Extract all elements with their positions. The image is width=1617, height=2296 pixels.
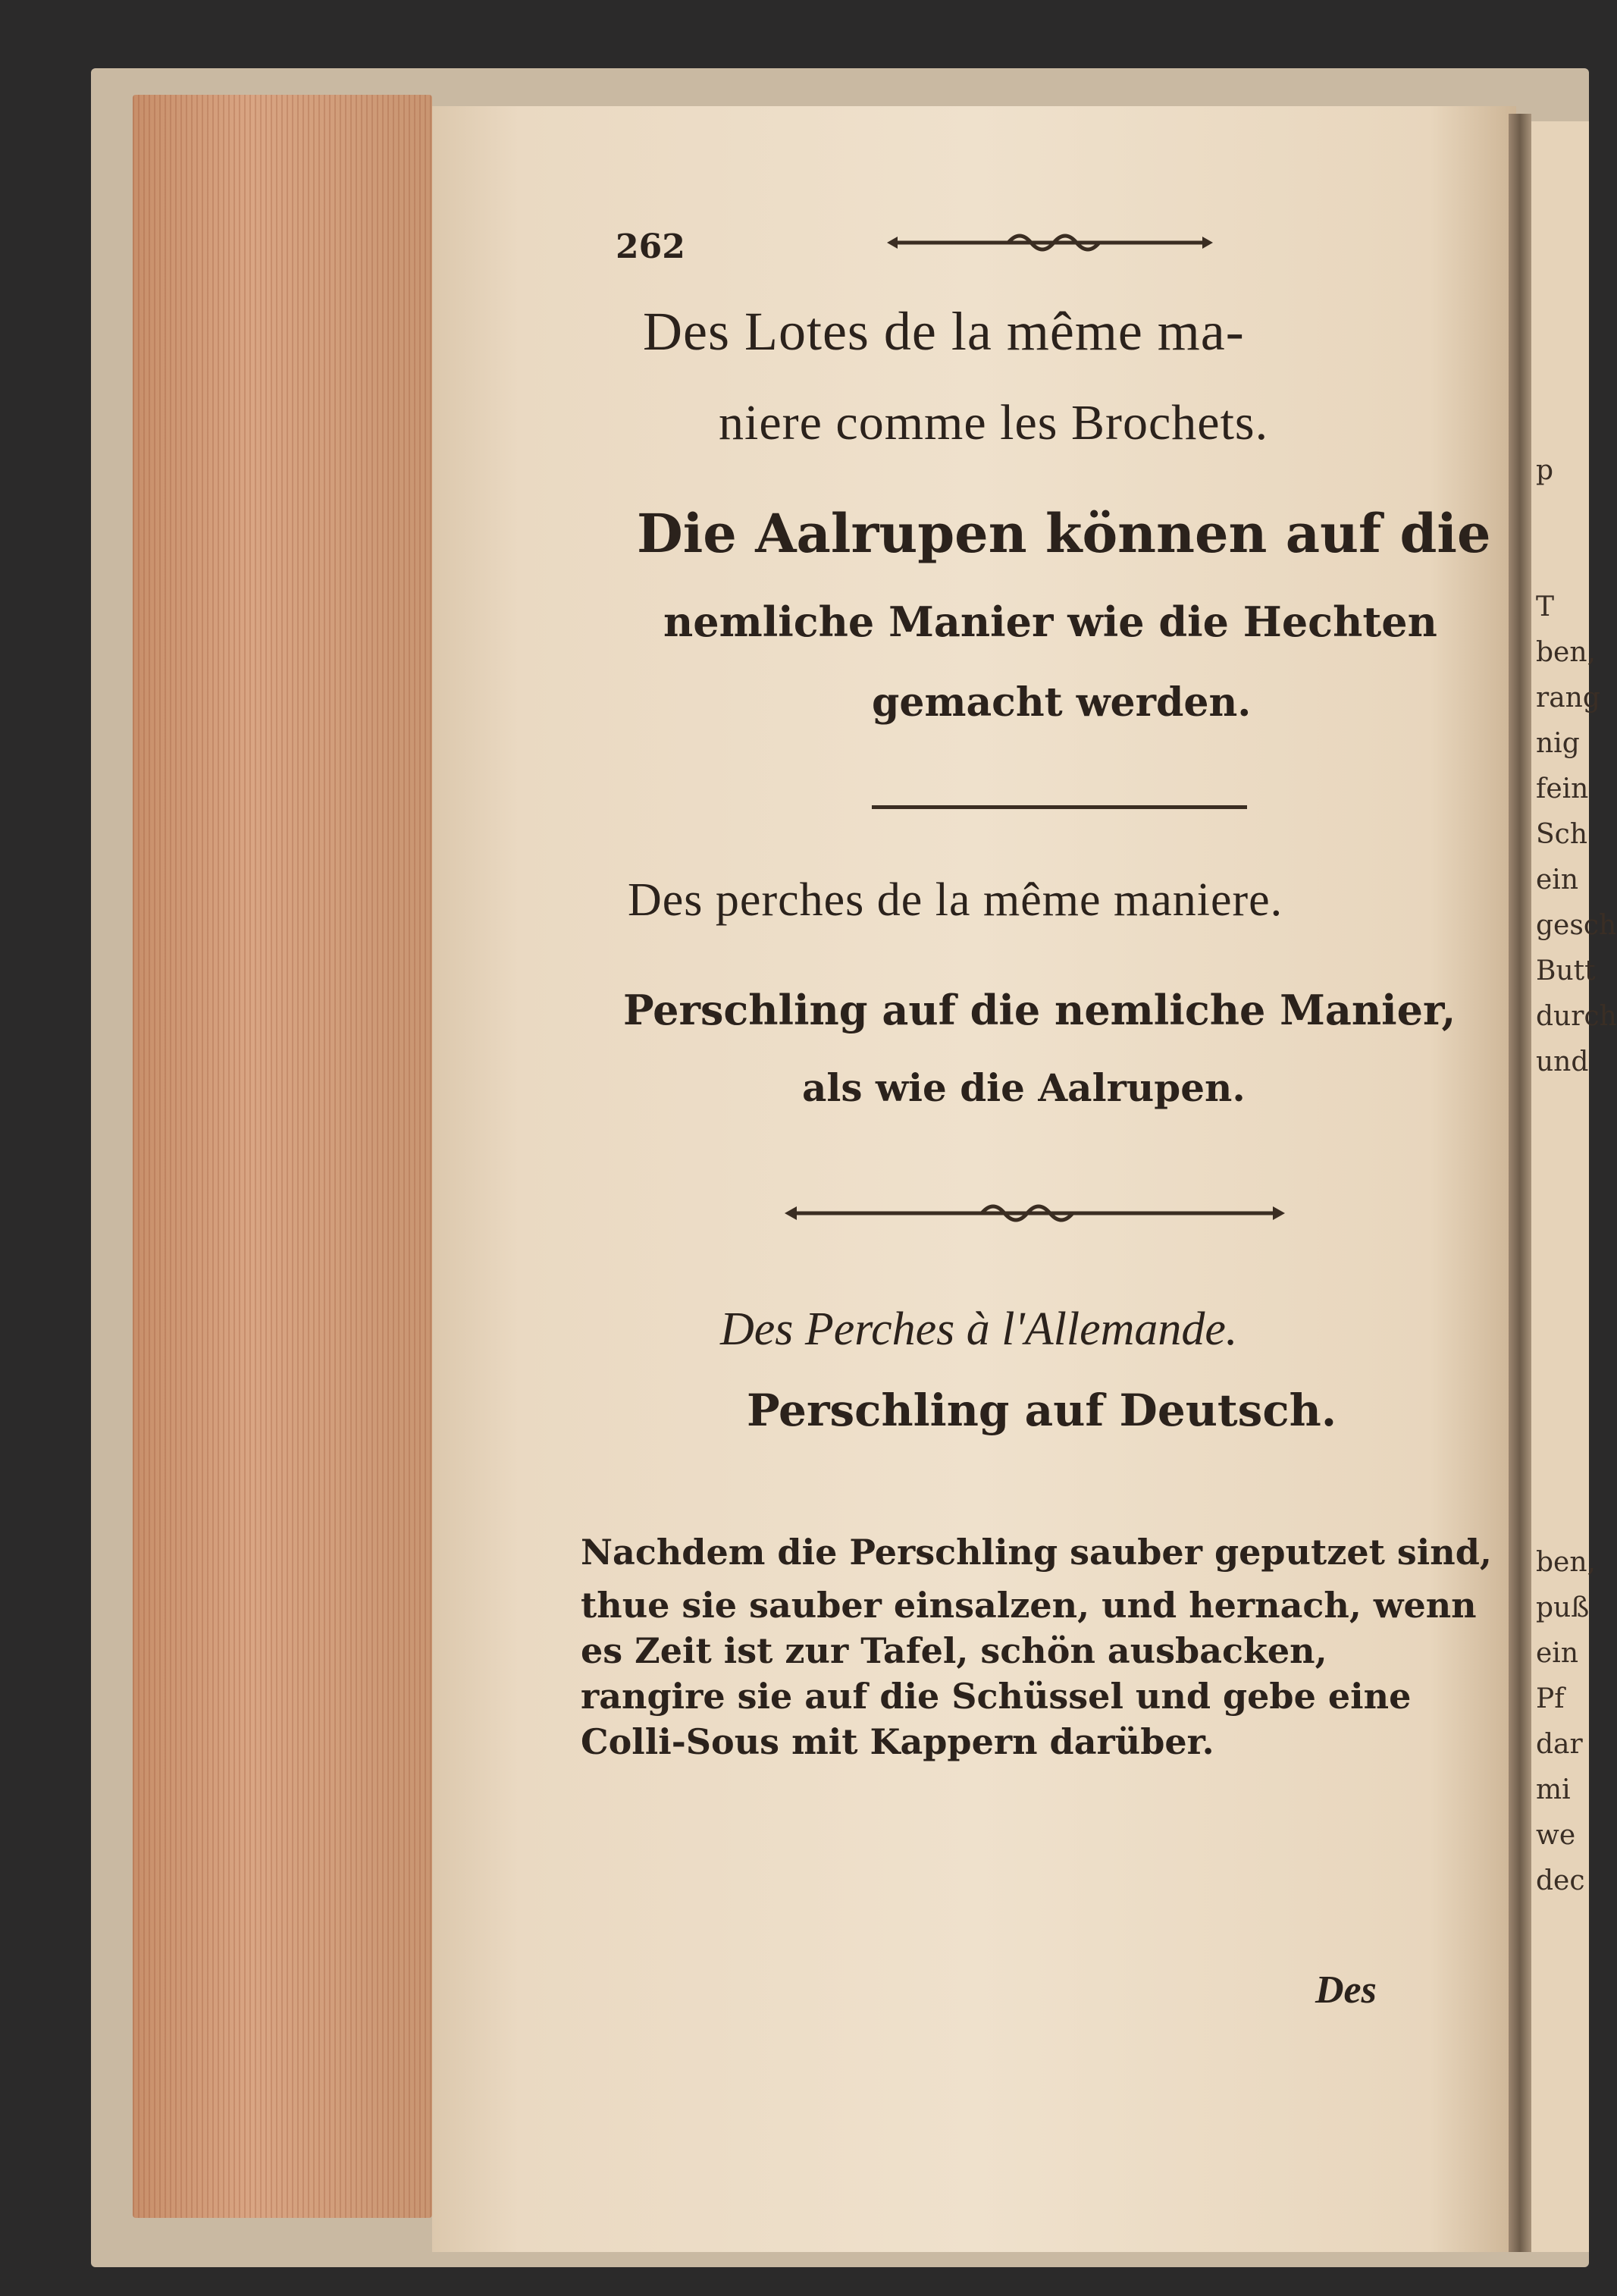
- heading-fr-allemande: Des Perches à l'Allemande.: [720, 1303, 1238, 1355]
- facing-fragment: rang: [1536, 682, 1600, 714]
- facing-fragment: gesch: [1536, 910, 1617, 941]
- facing-fragment: mi: [1536, 1774, 1571, 1805]
- heading-de-perches-2: als wie die Aalrupen.: [802, 1065, 1246, 1110]
- facing-fragment: Sch: [1536, 819, 1588, 850]
- heading-de-line-3: gemacht werden.: [872, 679, 1252, 726]
- page-edges: [133, 95, 432, 2218]
- section-ornament: [785, 1198, 1285, 1236]
- facing-fragment: und: [1536, 1046, 1589, 1077]
- facing-fragment: Pf: [1536, 1683, 1565, 1714]
- facing-fragment: p: [1536, 455, 1554, 486]
- body-line-3: es Zeit ist zur Tafel, schön ausbacken,: [581, 1630, 1327, 1671]
- heading-de-line-2: nemliche Manier wie die Hechten: [663, 598, 1437, 646]
- facing-fragment: ein: [1536, 864, 1579, 896]
- section-rule: [872, 805, 1247, 809]
- facing-fragment: dec: [1536, 1865, 1585, 1896]
- ornament-icon: [785, 1198, 1285, 1228]
- facing-fragment: Butt: [1536, 955, 1596, 986]
- facing-fragment: fein: [1536, 773, 1589, 805]
- facing-fragment: dar: [1536, 1729, 1583, 1760]
- facing-fragment: ein: [1536, 1638, 1579, 1669]
- heading-fr-line-2: niere comme les Brochets.: [719, 395, 1269, 450]
- page-number: 262: [616, 227, 685, 266]
- catchword: Des: [1315, 1968, 1377, 2012]
- header-ornament: [887, 227, 1213, 265]
- body-line-4: rangire sie auf die Schüssel und gebe eine: [581, 1676, 1412, 1717]
- heading-fr-perches: Des perches de la même maniere.: [628, 874, 1283, 926]
- body-line-5: Colli-Sous mit Kappern darüber.: [581, 1721, 1214, 1762]
- heading-de-perches-1: Perschling auf die nemliche Manier,: [623, 986, 1456, 1034]
- body-line-2: thue sie sauber einsalzen, und hernach, wenn: [581, 1585, 1477, 1626]
- body-line-1: Nachdem die Perschling sauber geputzet sind,: [581, 1532, 1492, 1573]
- heading-de-allemande: Perschling auf Deutsch.: [747, 1385, 1337, 1436]
- book-gutter: [1509, 114, 1531, 2252]
- heading-fr-line-1: Des Lotes de la même ma-: [643, 301, 1245, 362]
- facing-fragment: we: [1536, 1820, 1576, 1851]
- facing-fragment: nig: [1536, 728, 1580, 759]
- facing-fragment: puß: [1536, 1592, 1590, 1623]
- facing-page-fragment: [1531, 121, 1617, 2252]
- facing-fragment: T: [1536, 591, 1555, 623]
- ornament-icon: [887, 227, 1213, 258]
- facing-fragment: durch: [1536, 1001, 1617, 1032]
- facing-fragment: ben,: [1536, 1547, 1596, 1578]
- heading-de-line-1: Die Aalrupen können auf die: [637, 502, 1491, 565]
- facing-fragment: ben,: [1536, 637, 1596, 668]
